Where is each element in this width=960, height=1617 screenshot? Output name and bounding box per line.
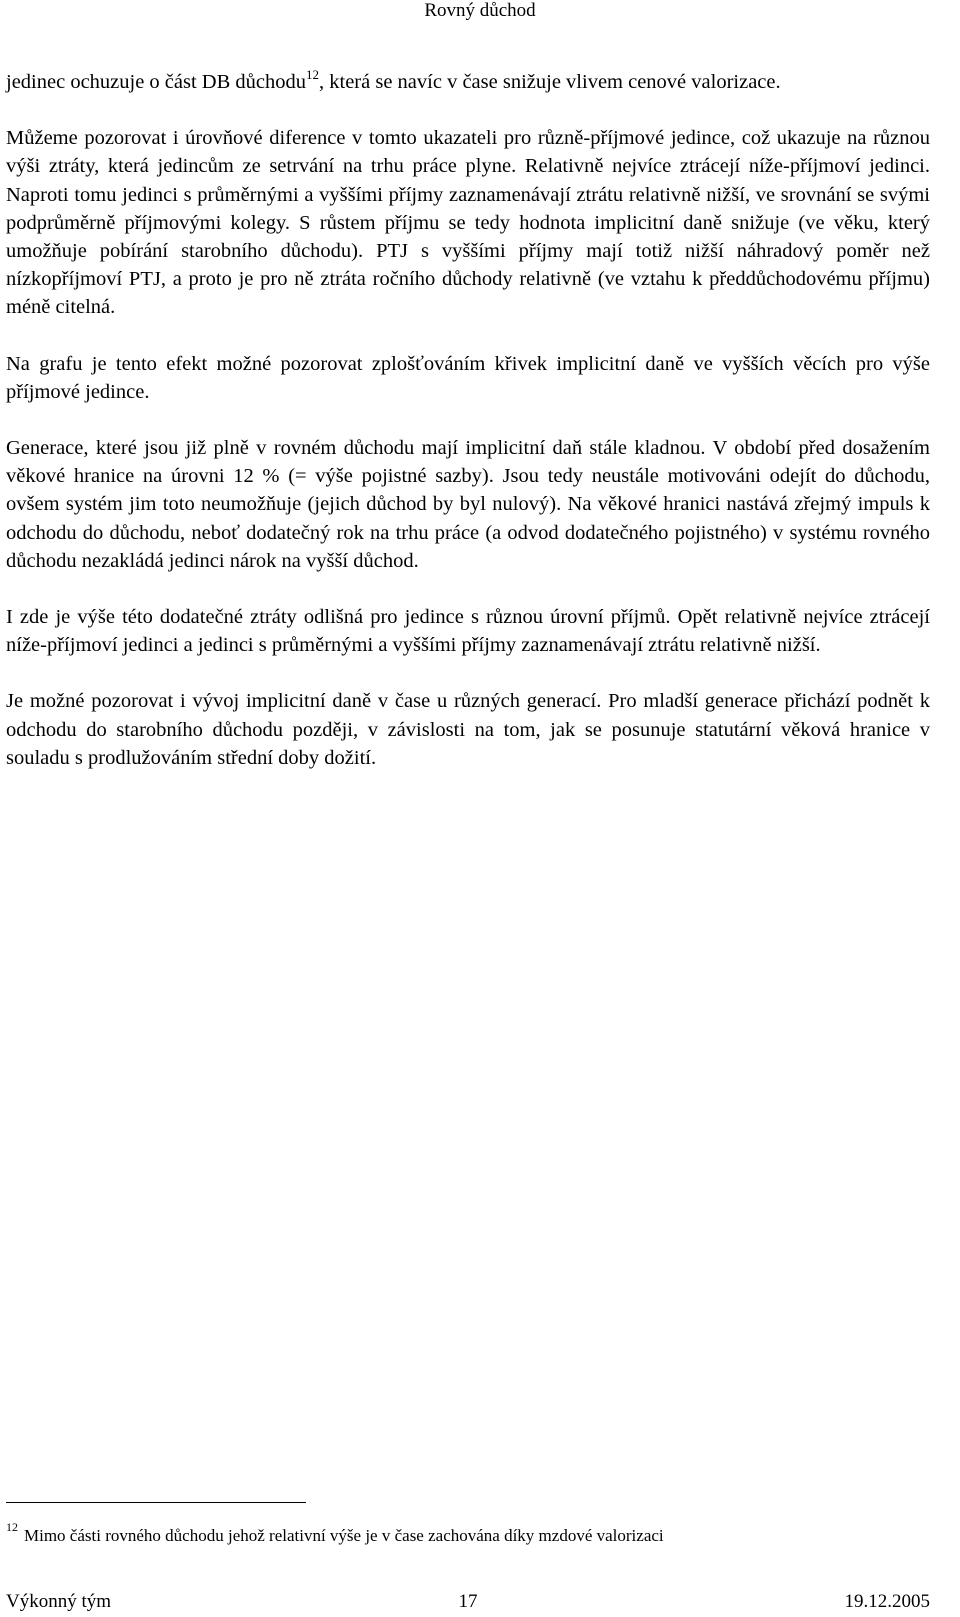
footnote	[6, 1520, 930, 1548]
paragraph-4: Generace, které jsou již plně v rovném důchodu mají implicitní daň stále kladnou. V období před dosažením věkové hranice na úrovni 12 % (= výše pojistné sazby). Jsou tedy neustále motivováni odejít do důchodu, ovšem systém jim toto neumožňuje (jejich důchod by byl nulový). Na věkové hranici nastává zřejmý impuls k odchodu do důchodu, neboť dodatečný rok na trhu práce (a odvod dodatečného pojistného) v systému rovného důchodu nezakládá jedinci nárok na vyšší důchod.	[6, 437, 930, 572]
page-footer	[6, 1589, 930, 1615]
paragraph-2: Můžeme pozorovat i úrovňové diference v tomto ukazateli pro různě-příjmové jedince, což ukazuje na různou výši ztráty, která jedincům ze setrvání na trhu práce plyne. Relativně nejvíce ztrácejí níže-příjmoví jedinci. Naproti tomu jedinci s průměrnými a vyššími příjmy zaznamenávají ztrátu relativně nižší, ve srovnání se svými podprůměrně příjmovými kolegy. S růstem příjmu se tedy hodnota implicitní daně snižuje (ve věku, který umožňuje pobírání starobního důchodu). PTJ s vyššími příjmy mají totiž nižší náhradový poměr než nízkopříjmoví PTJ, a proto je pro ně ztráta ročního důchody relativně (ve vztahu k předdůchodovému příjmu) méně citelná.	[6, 127, 930, 319]
footnote-reference[interactable]: 12	[306, 67, 320, 82]
page-number: 17	[458, 1591, 478, 1612]
paragraph-1-continuation: , která se navíc v čase snižuje vlivem cenové valorizace.	[319, 71, 781, 93]
page-header	[0, 0, 960, 22]
paragraph-3: Na grafu je tento efekt možné pozorovat zplošťováním křivek implicitní daně ve vyšších věcích pro výše příjmové jedince.	[6, 352, 930, 403]
footnote-text: Mimo části rovného důchodu jehož relativní výše je v čase zachována díky mzdové valorizaci	[24, 1526, 664, 1545]
paragraph-1-text: jedinec ochuzuje o část DB důchodu	[6, 71, 307, 93]
footer-team: Výkonný tým	[6, 1591, 112, 1612]
footnote-separator	[6, 1502, 306, 1503]
footnote-number: 12	[6, 1520, 18, 1534]
header-title: Rovný důchod	[424, 0, 536, 21]
paragraph-1	[6, 68, 930, 96]
paragraph-5: I zde je výše této dodatečné ztráty odlišná pro jedince s různou úrovní příjmů. Opět relativně nejvíce ztrácejí níže-příjmoví jedinci a jedinci s průměrnými a vyššími příjmy zaznamenávají ztrátu relativně nižší.	[6, 606, 930, 657]
document-body	[6, 68, 930, 800]
paragraph-6: Je možné pozorovat i vývoj implicitní daně v čase u různých generací. Pro mladší generace přichází podnět k odchodu do starobního důchodu později, v závislosti na tom, jak se posunuje statutární věková hranice v souladu s prodlužováním střední doby dožití.	[6, 690, 930, 769]
footer-date: 19.12.2005	[844, 1591, 930, 1612]
